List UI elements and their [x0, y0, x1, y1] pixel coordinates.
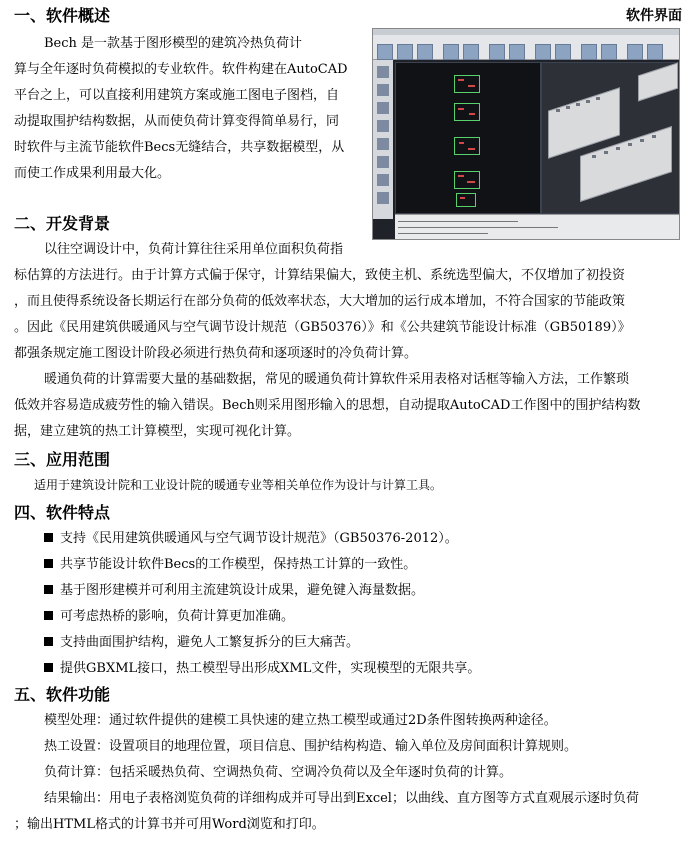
feature-text: 支持曲面围护结构，避免人工繁复拆分的巨大痛苦。 — [60, 635, 360, 650]
floor-plan — [454, 75, 480, 93]
s2-line-4: 。因此《民用建筑供暖通风与空气调节设计规范（GB50376）》和《公共建筑节能设计标准（GB50189）》 — [14, 320, 631, 335]
s2-line-6: 暖通负荷的计算需要大量的基础数据，常见的暖通负荷计算软件采用表格对话框等输入方法，工作繁琐 — [44, 372, 630, 387]
s2-line-5: 都强条规定施工图设计阶段必须进行热负荷和逐项逐时的冷负荷计算。 — [14, 346, 418, 361]
window — [596, 97, 600, 100]
s5-line-1: 模型处理：通过软件提供的建模工具快速的建立热工模型或通过2D条件图转换两种途径。 — [44, 713, 557, 728]
window — [556, 109, 560, 112]
window — [586, 100, 590, 103]
ribbon-icon — [397, 44, 413, 60]
s5-line-3: 负荷计算：包括采暖热负荷、空调热负荷、空调冷负荷以及全年逐时负荷的计算。 — [44, 765, 513, 780]
floor-plan — [454, 103, 480, 121]
tool-icon — [377, 120, 389, 132]
section-2-heading: 二、开发背景 — [14, 214, 111, 233]
window — [576, 103, 580, 106]
ribbon-icon — [443, 44, 459, 60]
s2-line-1: 以往空调设计中，负荷计算往往采用单位面积负荷指 — [44, 242, 344, 257]
software-screenshot — [372, 28, 680, 240]
ribbon-icon — [647, 44, 663, 60]
window — [616, 147, 620, 150]
feature-item — [44, 604, 294, 630]
tool-icon — [377, 174, 389, 186]
window — [640, 139, 644, 142]
ribbon-icon — [463, 44, 479, 60]
3d-viewport — [541, 62, 680, 214]
s2-line-2: 标估算的方法进行。由于计算方式偏于保守，计算结果偏大，致使主机、系统选型偏大，不仅增加了初投资 — [14, 268, 626, 283]
feature-text: 提供GBXML接口，热工模型导出形成XML文件，实现模型的无限共享。 — [60, 661, 481, 676]
s5-line-5: ；输出HTML格式的计算书并可用Word浏览和打印。 — [14, 817, 325, 832]
command-text-line — [398, 233, 488, 234]
ribbon-icon — [417, 44, 433, 60]
floor-plan — [456, 193, 476, 207]
tool-icon — [377, 102, 389, 114]
window — [604, 151, 608, 154]
command-text-line — [398, 227, 558, 228]
ribbon-icon — [535, 44, 551, 60]
feature-item — [44, 552, 416, 578]
command-line — [395, 214, 679, 240]
section-5-heading: 五、软件功能 — [14, 685, 111, 704]
bullet-square-icon — [44, 585, 53, 594]
ribbon-icon — [509, 44, 525, 60]
bullet-square-icon — [44, 533, 53, 542]
screenshot-toolbar-left — [373, 60, 393, 219]
tool-icon — [377, 84, 389, 96]
screenshot-ribbon — [373, 35, 679, 60]
feature-item — [44, 630, 359, 656]
window — [628, 143, 632, 146]
window — [566, 106, 570, 109]
tool-icon — [377, 192, 389, 204]
section-4-heading: 四、软件特点 — [14, 503, 111, 522]
bullet-square-icon — [44, 663, 53, 672]
bullet-square-icon — [44, 611, 53, 620]
feature-text: 共享节能设计软件Becs的工作模型，保持热工计算的一致性。 — [60, 557, 417, 572]
ribbon-icon — [377, 44, 393, 60]
ribbon-icon — [581, 44, 597, 60]
s2-line-8: 据，建立建筑的热工计算模型，实现可视化计算。 — [14, 424, 301, 439]
command-text-line — [398, 221, 518, 222]
s5-line-2: 热工设置：设置项目的地理位置，项目信息、围护结构构造、输入单位及房间面积计算规则。 — [44, 739, 578, 754]
feature-item — [44, 578, 424, 604]
feature-text: 基于图形建模并可利用主流建筑设计成果，避免键入海量数据。 — [60, 583, 425, 598]
s3-text: 适用于建筑设计院和工业设计院的暖通专业等相关单位作为设计与计算工具。 — [34, 478, 443, 492]
section-3-heading: 三、应用范围 — [14, 450, 111, 469]
s1-line-6: 而使工作成果利用最大化。 — [14, 166, 171, 181]
s5-line-4: 结果输出：用电子表格浏览负荷的详细构成并可导出到Excel；以曲线、直方图等方式直观展示逐时负荷 — [44, 791, 639, 806]
s2-line-3: ，而且使得系统设备长期运行在部分负荷的低效率状态，大大增加的运行成本增加，不符合国家的节能政策 — [14, 294, 626, 309]
section-1-heading: 一、软件概述 — [14, 6, 111, 25]
s1-line-4: 动提取围护结构数据，从而使负荷计算变得简单易行，同 — [14, 114, 340, 129]
ribbon-icon — [601, 44, 617, 60]
ribbon-icon — [555, 44, 571, 60]
bullet-square-icon — [44, 637, 53, 646]
ribbon-icon — [489, 44, 505, 60]
ribbon-icon — [627, 44, 643, 60]
bullet-square-icon — [44, 559, 53, 568]
feature-item — [44, 656, 480, 682]
s1-line-5: 时软件与主流节能软件Becs无缝结合，共享数据模型，从 — [14, 140, 345, 155]
feature-text: 支持《民用建筑供暖通风与空气调节设计规范》（GB50376-2012）。 — [60, 531, 458, 546]
floor-plan — [454, 171, 480, 189]
floor-plan — [454, 137, 480, 155]
tool-icon — [377, 156, 389, 168]
feature-text: 可考虑热桥的影响，负荷计算更加准确。 — [60, 609, 295, 624]
s2-line-7: 低效并容易造成疲劳性的输入错误。Bech则采用图形输入的思想，自动提取AutoCAD工作图中的围护结构数 — [14, 398, 641, 413]
building-block — [638, 63, 678, 102]
tool-icon — [377, 138, 389, 150]
window — [652, 135, 656, 138]
feature-item — [44, 526, 458, 552]
s1-line-3: 平台之上，可以直接利用建筑方案或施工图电子图档，自 — [14, 88, 340, 103]
tool-icon — [377, 66, 389, 78]
s1-line-1: Bech 是一款基于图形模型的建筑冷热负荷计 — [44, 36, 303, 51]
window — [592, 155, 596, 158]
plan-viewport — [395, 62, 541, 214]
corner-label: 软件界面 — [626, 8, 682, 24]
s1-line-2: 算与全年逐时负荷模拟的专业软件。软件构建在AutoCAD — [14, 62, 348, 77]
